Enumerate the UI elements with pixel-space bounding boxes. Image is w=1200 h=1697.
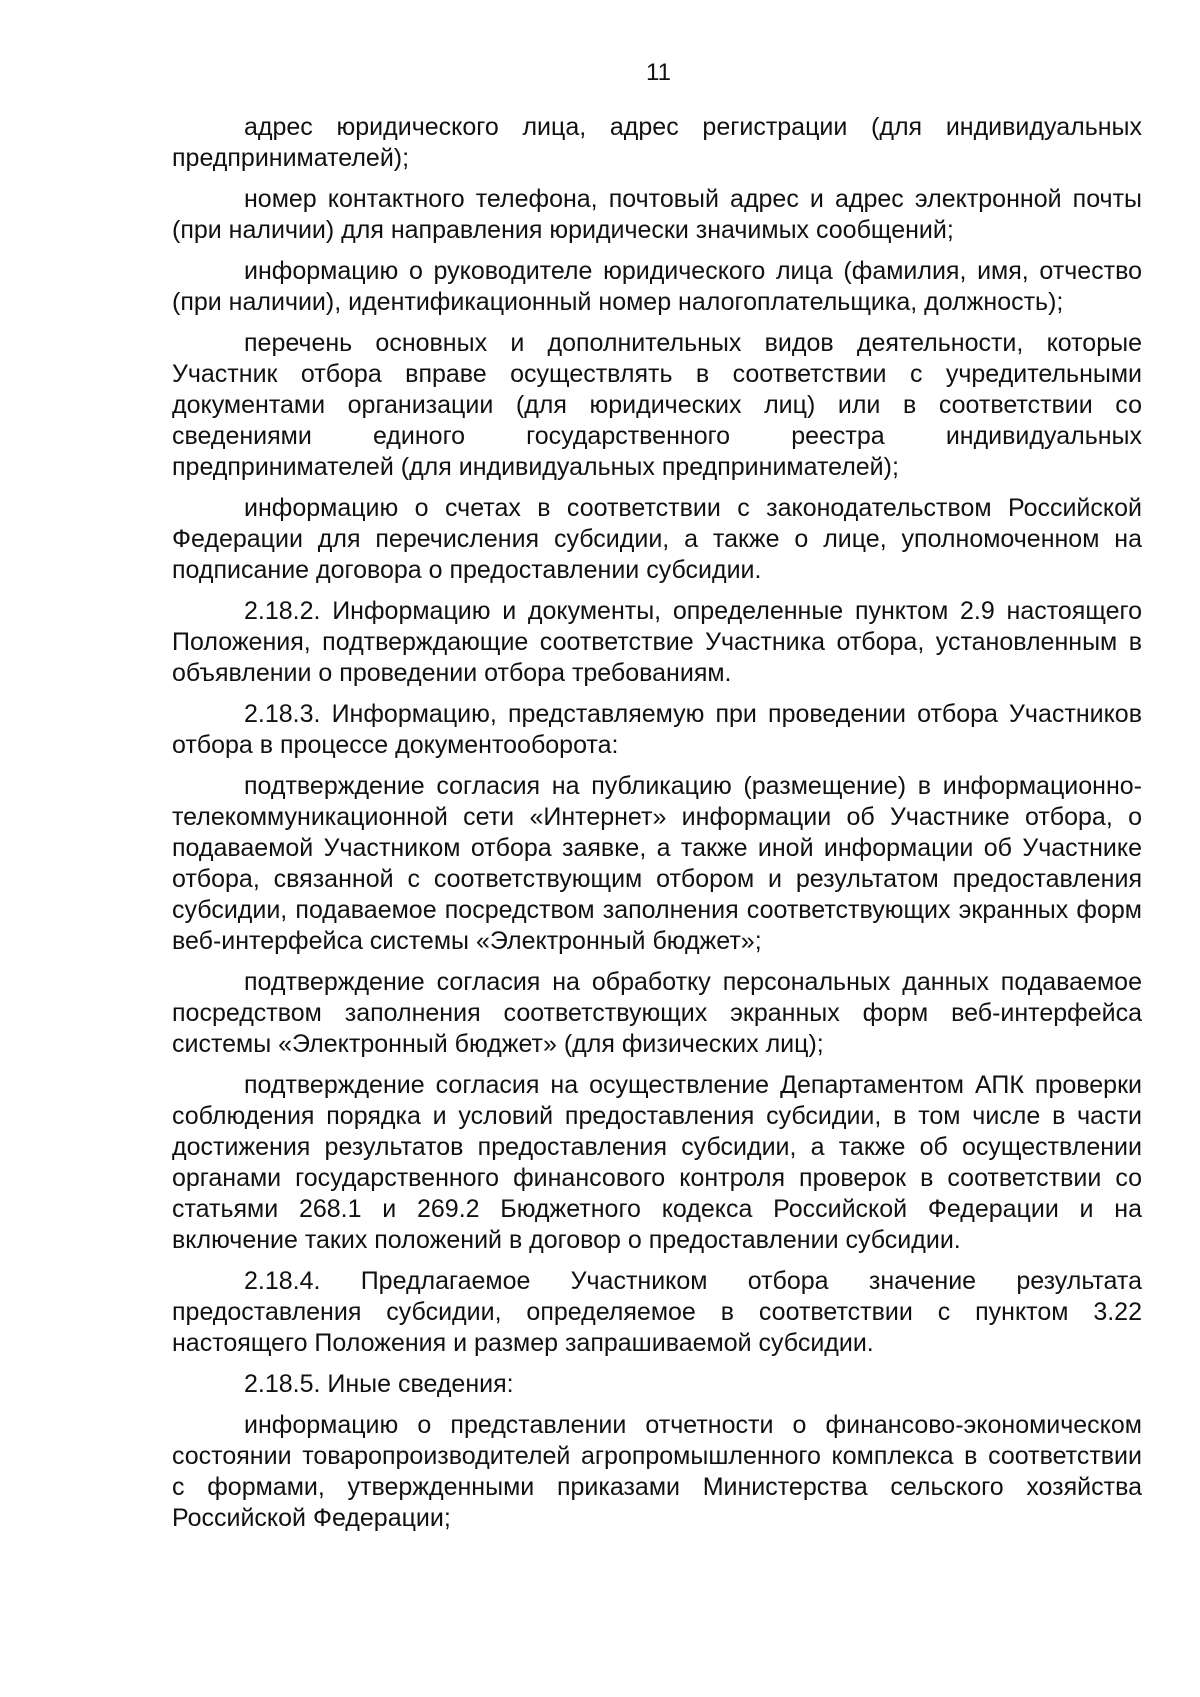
paragraph-legal-address: адрес юридического лица, адрес регистрации (для индивидуальных предпринимателей); (172, 113, 1142, 172)
document-body (172, 112, 1142, 1544)
paragraph-2-18-2: 2.18.2. Информацию и документы, определенные пунктом 2.9 настоящего Положения, подтверждающие соответствие Участника отбора, установленным в объявлении о проведении отбора требованиям. (172, 597, 1142, 687)
paragraph-2-18-3: 2.18.3. Информацию, представляемую при проведении отбора Участников отбора в процессе документооборота: (172, 700, 1142, 759)
paragraph-personal-data-consent: подтверждение согласия на обработку персональных данных подаваемое посредством заполнения соответствующих экранных форм веб-интерфейса системы «Электронный бюджет» (для физических лиц); (172, 968, 1142, 1058)
paragraph-accounts-info: информацию о счетах в соответствии с законодательством Российской Федерации для перечисления субсидии, а также о лице, уполномоченном на подписание договора о предоставлении субсидии. (172, 494, 1142, 584)
paragraph-activities-list: перечень основных и дополнительных видов деятельности, которые Участник отбора вправе осуществлять в соответствии с учредительными документами организации (для юридических лиц) или в соответствии со сведениями единого государственного реестра индивидуальных предпринимателей (для индивидуальных предпринимателей); (172, 329, 1142, 481)
paragraph-publication-consent: подтверждение согласия на публикацию (размещение) в информационно-телекоммуникационной сети «Интернет» информации об Участнике отбора, о подаваемой Участником отбора заявке, а также иной информации об Участнике отбора, связанной с соответствующим отбором и результатом предоставления субсидии, подаваемое посредством заполнения соответствующих экранных форм веб-интерфейса системы «Электронный бюджет»; (172, 772, 1142, 955)
page-number: 11 (646, 59, 671, 86)
paragraph-inspection-consent: подтверждение согласия на осуществление Департаментом АПК проверки соблюдения порядка и условий предоставления субсидии, в том числе в части достижения результатов предоставления субсидии, а также об осуществлении органами государственного финансового контроля проверок в соответствии со статьями 268.1 и 269.2 Бюджетного кодекса Российской Федерации и на включение таких положений в договор о предоставлении субсидии. (172, 1071, 1142, 1254)
paragraph-2-18-5: 2.18.5. Иные сведения: (244, 1370, 514, 1398)
paragraph-head-info: информацию о руководителе юридического лица (фамилия, имя, отчество (при наличии), идентификационный номер налогоплательщика, должность); (172, 257, 1142, 316)
paragraph-contact-phone: номер контактного телефона, почтовый адрес и адрес электронной почты (при наличии) для направления юридически значимых сообщений; (172, 185, 1142, 244)
paragraph-reporting-info: информацию о представлении отчетности о финансово-экономическом состоянии товаропроизводителей агропромышленного комплекса в соответствии с формами, утвержденными приказами Министерства сельского хозяйства Российской Федерации; (172, 1411, 1142, 1532)
paragraph-2-18-4: 2.18.4. Предлагаемое Участником отбора значение результата предоставления субсидии, определяемое в соответствии с пунктом 3.22 настоящего Положения и размер запрашиваемой субсидии. (172, 1267, 1142, 1357)
